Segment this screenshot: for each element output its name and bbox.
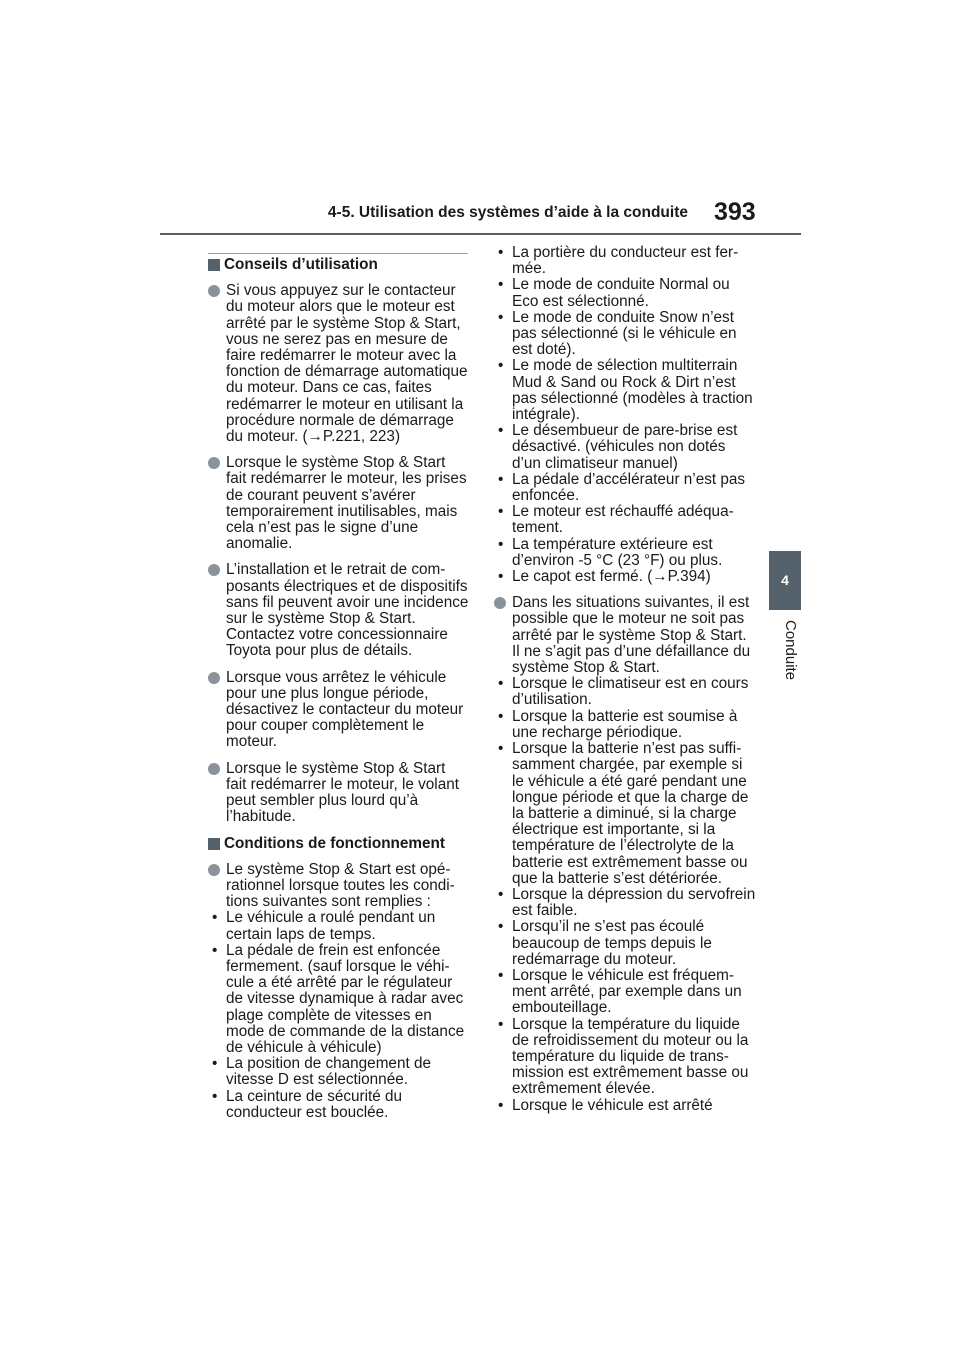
left-column bbox=[208, 257, 470, 1121]
circle-bullet-icon bbox=[208, 763, 220, 775]
condition-item bbox=[208, 1089, 470, 1121]
dot-marker-icon: • bbox=[498, 966, 504, 984]
condition-item bbox=[494, 310, 756, 359]
condition-item bbox=[494, 569, 756, 585]
chapter-tab: 4 bbox=[769, 551, 801, 610]
situation-item bbox=[494, 709, 756, 741]
situation-item bbox=[494, 887, 756, 919]
heading-text: Conseils d’utilisation bbox=[224, 256, 378, 273]
dot-marker-icon: • bbox=[498, 503, 504, 521]
dot-marker-icon: • bbox=[498, 535, 504, 553]
square-bullet-icon bbox=[208, 259, 220, 271]
condition-text: La pédale de frein est enfoncée fermement. (sauf lorsque le véhicule a été arrêté par le régulateur de vitesse dynamique à radar avec plage complète de vitesses en mode de commande de la distance de véhicule à véhicule) bbox=[226, 941, 465, 1056]
condition-text: La portière du conducteur est fermée. bbox=[512, 244, 739, 278]
square-bullet-icon bbox=[208, 838, 220, 850]
situation-text: Lorsque la batterie n’est pas suffisamment chargée, par exemple si le véhicule a été garé pendant une longue période et que la charge de la batterie a diminué, si la charge électrique est importante, si la température de l’électrolyte de la batterie est extrêmement basse ou que la batterie s’est détériorée. bbox=[512, 740, 749, 887]
tip-text: Lorsque le système Stop & Start fait redémarrer le moteur, le volant peut sembler plus lourd qu’à l’habitude. bbox=[226, 759, 459, 826]
dot-marker-icon: • bbox=[498, 470, 504, 488]
circle-bullet-icon bbox=[494, 597, 506, 609]
tip-item bbox=[208, 670, 470, 751]
situation-item bbox=[494, 676, 756, 708]
heading-text: Conditions de fonctionnement bbox=[224, 834, 445, 852]
situation-item bbox=[494, 741, 756, 887]
chapter-label: Conduite bbox=[782, 620, 799, 681]
tip-text: Lorsque le système Stop & Start fait redémarrer le moteur, les prises de courant peuvent s’avérer temporairement inutilisables, mais cela n’est pas le signe d’une anomalie. bbox=[226, 454, 467, 553]
condition-item bbox=[494, 277, 756, 309]
dot-marker-icon: • bbox=[498, 568, 504, 586]
tip-item bbox=[208, 562, 470, 659]
circle-bullet-icon bbox=[208, 564, 220, 576]
circle-bullet-icon bbox=[208, 457, 220, 469]
condition-text: La température extérieure est d’environ -5 °C (23 °F) ou plus. bbox=[512, 535, 723, 569]
intro-text: Le système Stop & Start est opérationnel lorsque toutes les conditions suivantes sont remplies : bbox=[226, 860, 455, 911]
condition-item bbox=[494, 537, 756, 569]
situation-text: Lorsque la batterie est soumise à une recharge périodique. bbox=[512, 707, 738, 741]
circle-bullet-icon bbox=[208, 672, 220, 684]
dot-marker-icon: • bbox=[498, 357, 504, 375]
condition-item bbox=[208, 943, 470, 1056]
condition-text: Le désembueur de pare-brise est désactivé. (véhicules non dotés d’un climatiseur manuel) bbox=[512, 422, 738, 472]
tip-text: Lorsque vous arrêtez le véhicule pour une plus longue période, désactivez le contacteur du moteur pour couper complètement le moteur. bbox=[226, 668, 464, 751]
dot-marker-icon: • bbox=[498, 675, 504, 693]
condition-item bbox=[494, 472, 756, 504]
heading-conseils bbox=[208, 257, 470, 273]
heading-conditions bbox=[208, 836, 470, 852]
condition-text: La position de changement de vitesse D est sélectionnée. bbox=[226, 1055, 431, 1089]
dot-marker-icon: • bbox=[498, 308, 504, 326]
situation-item bbox=[494, 1017, 756, 1098]
dot-marker-icon: • bbox=[498, 740, 504, 758]
dot-marker-icon: • bbox=[212, 941, 218, 959]
situations-intro bbox=[494, 595, 756, 676]
situation-item bbox=[494, 919, 756, 968]
section-title: 4-5. Utilisation des systèmes d’aide à la conduite bbox=[327, 204, 688, 221]
tip-text: Si vous appuyez sur le contacteur du moteur alors que le moteur est arrêté par le système Stop & Start, vous ne serez pas en mesure de faire redémarrer le moteur avec la fonction de démarrage automatique du moteur. Dans ce cas, faites redémarrer le moteur en utilisant la procédure normale de démarrage du moteur. (→P.221, 223) bbox=[226, 282, 468, 446]
right-column bbox=[494, 245, 756, 1114]
situation-text: Lorsque le véhicule est arrêté bbox=[512, 1096, 713, 1114]
situation-item bbox=[494, 968, 756, 1017]
condition-item bbox=[494, 423, 756, 472]
page-number: 393 bbox=[714, 198, 756, 226]
situation-text: Lorsqu’il ne s’est pas écoulé beaucoup de temps depuis le redémarrage du moteur. bbox=[512, 918, 712, 968]
situation-text: Lorsque le véhicule est fréquemment arrêté, par exemple dans un embouteillage. bbox=[512, 966, 742, 1017]
condition-text: Le véhicule a roulé pendant un certain laps de temps. bbox=[226, 909, 436, 943]
situation-text: Lorsque la température du liquide de refroidissement du moteur ou la température du liquide de transmission est extrêmement basse ou extrêmement élevée. bbox=[512, 1015, 749, 1098]
tip-item bbox=[208, 761, 470, 826]
condition-item bbox=[494, 358, 756, 423]
dot-marker-icon: • bbox=[212, 1087, 218, 1105]
condition-text: Le mode de conduite Snow n’est pas sélectionné (si le véhicule en est doté). bbox=[512, 308, 737, 359]
dot-marker-icon: • bbox=[498, 918, 504, 936]
situation-text: Lorsque le climatiseur est en cours d’utilisation. bbox=[512, 675, 749, 709]
circle-bullet-icon bbox=[208, 285, 220, 297]
situation-text: Lorsque la dépression du servofrein est faible. bbox=[512, 885, 756, 920]
dot-marker-icon: • bbox=[498, 244, 504, 261]
tip-item bbox=[208, 455, 470, 552]
tip-text: L’installation et le retrait de composants électriques et de dispositifs sans fil peuvent avoir une incidence sur le système Stop & Start. Contactez votre concessionnaire Toyota pour plus de détails. bbox=[226, 561, 469, 660]
condition-item bbox=[208, 1056, 470, 1088]
dot-marker-icon: • bbox=[498, 1096, 504, 1114]
condition-text: Le capot est fermé. (→P.394) bbox=[512, 568, 711, 586]
dot-marker-icon: • bbox=[498, 1015, 504, 1033]
condition-item bbox=[494, 245, 756, 277]
dot-marker-icon: • bbox=[212, 1055, 218, 1073]
condition-text: Le mode de sélection multiterrain Mud & Sand ou Rock & Dirt n’est pas sélectionné (modèles à traction intégrale). bbox=[512, 357, 753, 424]
tip-item bbox=[208, 283, 470, 445]
dot-marker-icon: • bbox=[498, 885, 504, 903]
condition-text: Le mode de conduite Normal ou Eco est sélectionné. bbox=[512, 276, 730, 310]
dot-marker-icon: • bbox=[212, 909, 218, 927]
condition-text: La ceinture de sécurité du conducteur est bouclée. bbox=[226, 1087, 403, 1121]
dot-marker-icon: • bbox=[498, 707, 504, 725]
condition-item bbox=[494, 504, 756, 536]
dot-marker-icon: • bbox=[498, 276, 504, 294]
dot-marker-icon: • bbox=[498, 422, 504, 440]
intro-text: Dans les situations suivantes, il est possible que le moteur ne soit pas arrêté par le système Stop & Start. Il ne s’agit pas d’une défaillance du système Stop & Start. bbox=[512, 594, 751, 677]
condition-text: Le moteur est réchauffé adéquatement. bbox=[512, 503, 734, 537]
circle-bullet-icon bbox=[208, 864, 220, 876]
condition-item bbox=[208, 910, 470, 942]
header-rule bbox=[160, 233, 801, 235]
condition-text: La pédale d’accélérateur n’est pas enfoncée. bbox=[512, 470, 746, 505]
column-top-rule bbox=[208, 253, 468, 254]
conditions-intro bbox=[208, 862, 470, 911]
situation-item bbox=[494, 1098, 756, 1114]
